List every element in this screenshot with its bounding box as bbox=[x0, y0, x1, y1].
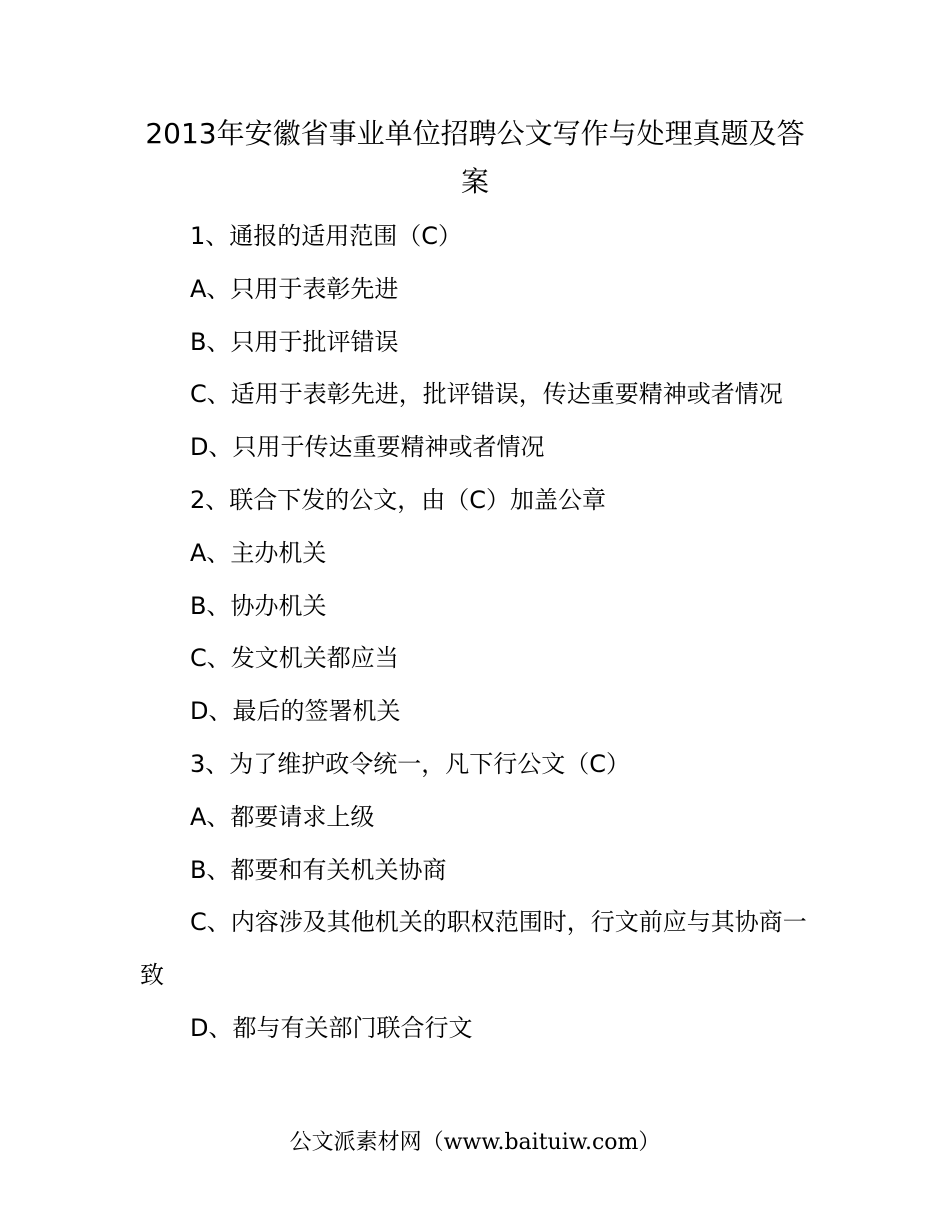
question-block bbox=[140, 738, 812, 1055]
option-a: A、只用于表彰先进 bbox=[190, 274, 399, 303]
question-text: 1、通报的适用范围（C） bbox=[190, 222, 463, 250]
option-b: B、协办机关 bbox=[190, 591, 327, 620]
question-text: 3、为了维护政令统一，凡下行公文（C） bbox=[190, 749, 631, 778]
option-d: D、都与有关部门联合行文 bbox=[190, 1013, 473, 1042]
question-list bbox=[140, 210, 812, 1055]
option-a: A、都要请求上级 bbox=[190, 802, 375, 831]
option-b: B、只用于批评错误 bbox=[190, 327, 399, 356]
option-d: D、只用于传达重要精神或者情况 bbox=[190, 433, 545, 462]
option-c: C、内容涉及其他机关的职权范围时，行文前应与其协商一致 bbox=[140, 908, 807, 990]
document-title: 2013年安徽省事业单位招聘公文写作与处理真题及答案 bbox=[145, 117, 805, 198]
question-block bbox=[140, 474, 812, 738]
footer-watermark: 公文派素材网（www.baituiw.com） bbox=[289, 1130, 661, 1155]
option-c: C、适用于表彰先进，批评错误，传达重要精神或者情况 bbox=[190, 380, 783, 409]
question-block bbox=[140, 210, 812, 474]
option-d: D、最后的签署机关 bbox=[190, 697, 401, 726]
option-b: B、都要和有关机关协商 bbox=[190, 855, 447, 884]
question-text: 2、联合下发的公文，由（C）加盖公章 bbox=[190, 485, 607, 514]
option-c: C、发文机关都应当 bbox=[190, 644, 399, 673]
option-a: A、主办机关 bbox=[190, 538, 327, 567]
